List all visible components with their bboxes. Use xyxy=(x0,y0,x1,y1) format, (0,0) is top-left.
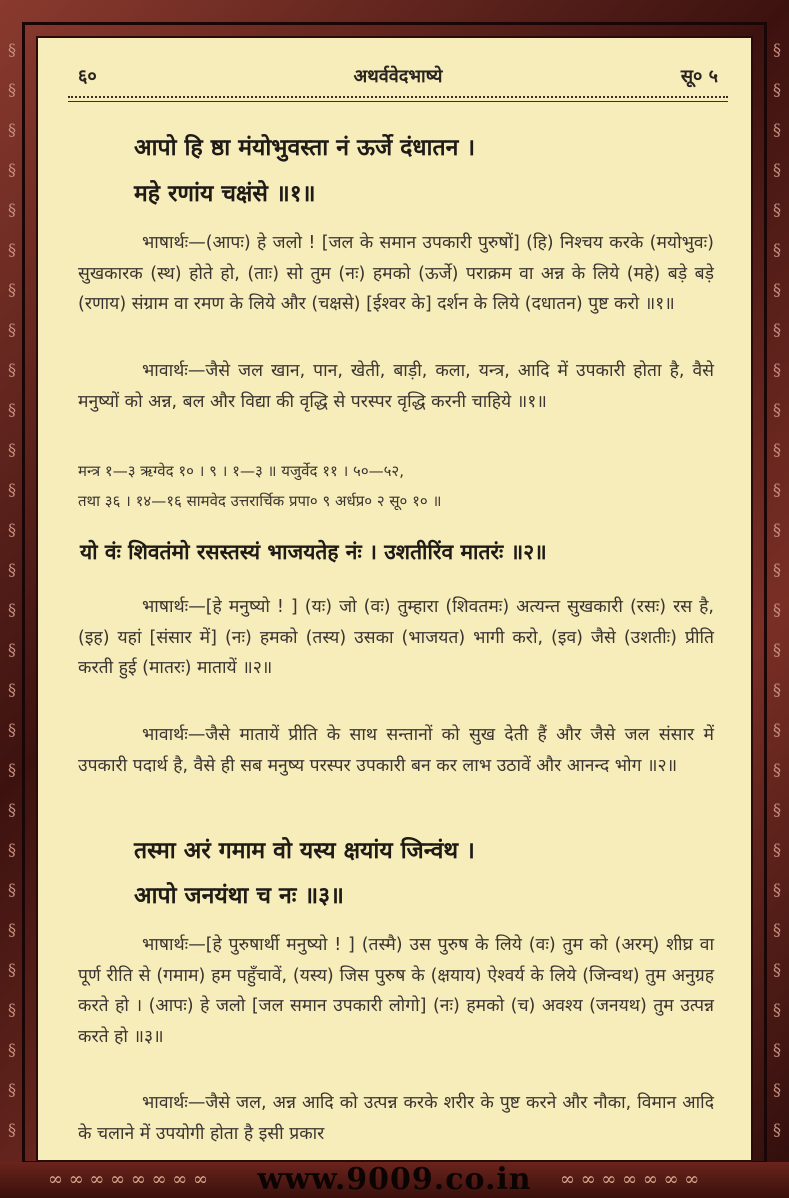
bhavartha-2: भावार्थः—जैसे मातायें प्रीति के साथ सन्तानों को सुख देती हैं और जैसे जल संसार में उपकारी पदार्थ है, वैसे ही सब मनुष्य परस्पर उपकारी बन कर लाभ उठावें और आनन्द भोग ॥२॥ xyxy=(78,725,714,776)
reference-line-2: तथा ३६ । १४—१६ सामवेद उत्तरार्चिक प्रपा० ९ अर्धप्र० २ सू० १० ॥ xyxy=(78,492,442,510)
website-watermark[interactable]: www.9009.co.in xyxy=(257,1162,532,1197)
sukta-number: सू० ५ xyxy=(680,66,718,87)
mantra-2: यो वंः शिवतंमो रसस्तस्यं भाजयतेह नंः । उशतीरिंव मातरंः ॥२॥ xyxy=(80,539,547,564)
mantra-1-line-1: आपो हि ष्ठा मंयोभुवस्ता नं ऊर्जे दंधातन । xyxy=(134,134,476,161)
page-header xyxy=(78,64,718,94)
page-number: ६० xyxy=(78,66,97,87)
frame-swirl-left: § § § § § § § § § § § § § § § § § § § § § § § § § § § § xyxy=(8,40,16,1139)
mantra-1-line-2: महे रणांय चक्षंसे ॥१॥ xyxy=(134,180,316,207)
bhashartha-2: भाषार्थः—[हे मनुष्यो ! ] (यः) जो (वः) तुम्हारा (शिवतमः) अत्यन्त सुखकारी (रसः) रस है, (इह) यहां [संसार में] (नः) हमको (तस्य) उसका (भाजयत) भागी करो, (इव) जैसे (उशतीः) प्रीति करती हुई (मातरः) मातायें ॥२॥ xyxy=(78,597,714,678)
book-title: अथर्ववेदभाष्ये xyxy=(353,66,443,87)
band-ornament-left: ∞ ∞ ∞ ∞ ∞ ∞ ∞ ∞ xyxy=(48,1169,209,1190)
mantra-3-line-2: आपो जनयंथा च नः ॥३॥ xyxy=(134,882,344,909)
mantra-3-line-1: तस्मा अरं गमाम वो यस्य क्षयांय जिन्वंथ । xyxy=(134,837,475,864)
book-page xyxy=(36,36,753,1162)
bhashartha-3: भाषार्थः—[हे पुरुषार्थी मनुष्यो ! ] (तस्मै) उस पुरुष के लिये (वः) तुम को (अरम्) शीघ्र वा पूर्ण रीति से (गमाम) हम पहुँचावें, (यस्य) जिस पुरुष के (क्षयाय) ऐश्वर्य के लिये (जिन्वथ) तुम अनुग्रह करते हो । (आपः) हे जलो [जल समान उपकारी लोगो] (नः) हमको (च) अवश्य (जनयथ) तुम उत्पन्न करते हो ॥३॥ xyxy=(78,935,714,1047)
bhavartha-3: भावार्थः—जैसे जल, अन्न आदि को उत्पन्न करके शरीर के पुष्ट करने और नौका, विमान आदि के चलाने में उपयोगी होता है इसी प्रकार xyxy=(78,1093,714,1144)
header-ornament-rule xyxy=(68,96,728,108)
bhashartha-1: भाषार्थः—(आपः) हे जलो ! [जल के समान उपकारी पुरुषों] (हि) निश्चय करके (मयोभुवः) सुखकारक (स्थ) होते हो, (ताः) सो तुम (नः) हमको (ऊर्जे) पराक्रम वा अन्न के लिये (महे) बड़े बड़े (रणाय) संग्राम वा रमण के लिये और (चक्षसे) [ईश्वर के] दर्शन के लिये (दधातन) पुष्ट करो ॥१॥ xyxy=(78,233,714,314)
reference-line-1: मन्त्र १—३ ऋग्वेद १० । ९ । १—३ ॥ यजुर्वेद ११ । ५०—५२, xyxy=(78,462,405,480)
frame-swirl-right: § § § § § § § § § § § § § § § § § § § § § § § § § § § § xyxy=(773,40,781,1139)
bhavartha-1: भावार्थः—जैसे जल खान, पान, खेती, बाड़ी, कला, यन्त्र, आदि में उपकारी होता है, वैसे मनुष्यों को अन्न, बल और विद्या की वृद्धि से परस्पर वृद्धि करनी चाहिये ॥१॥ xyxy=(78,361,714,412)
band-ornament-right: ∞ ∞ ∞ ∞ ∞ ∞ ∞ xyxy=(560,1169,700,1190)
